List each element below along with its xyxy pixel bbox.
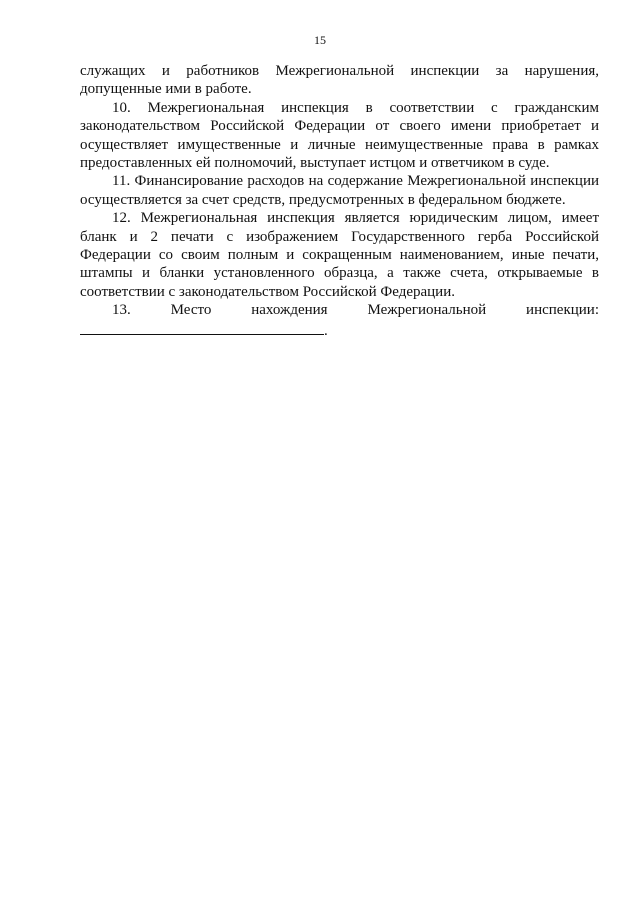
paragraph-11: 11. Финансирование расходов на содержание Межрегиональной инспекции осуществляется за счет средств, предусмотренных в федеральном бюджете. xyxy=(80,173,599,208)
page-number: 15 xyxy=(314,33,326,47)
paragraph-12: 12. Межрегиональная инспекция является юридическим лицом, имеет бланк и 2 печати с изображением Государственного герба Российской Федерации со своим полным и сокращенным наименованием, иные печати, штампы и бланки установленного образца, а также счета, открываемые в соответствии с законодательством Российской Федерации. xyxy=(80,210,599,300)
blank-line-period: . xyxy=(324,322,328,339)
blank-underline xyxy=(80,320,324,335)
document-body xyxy=(80,62,599,340)
paragraph-13: 13. Место нахождения Межрегиональной инспекции: xyxy=(112,302,599,319)
paragraph-10: 10. Межрегиональная инспекция в соответствии с гражданским законодательством Российской Федерации от своего имени приобретает и осуществляет имущественные и личные неимущественные права в рамках предоставленных ей полномочий, выступает истцом и ответчиком в суде. xyxy=(80,99,599,172)
paragraph-continuation: служащих и работников Межрегиональной инспекции за нарушения, допущенные ими в работе. xyxy=(80,63,599,98)
address-blank-line xyxy=(80,320,599,340)
